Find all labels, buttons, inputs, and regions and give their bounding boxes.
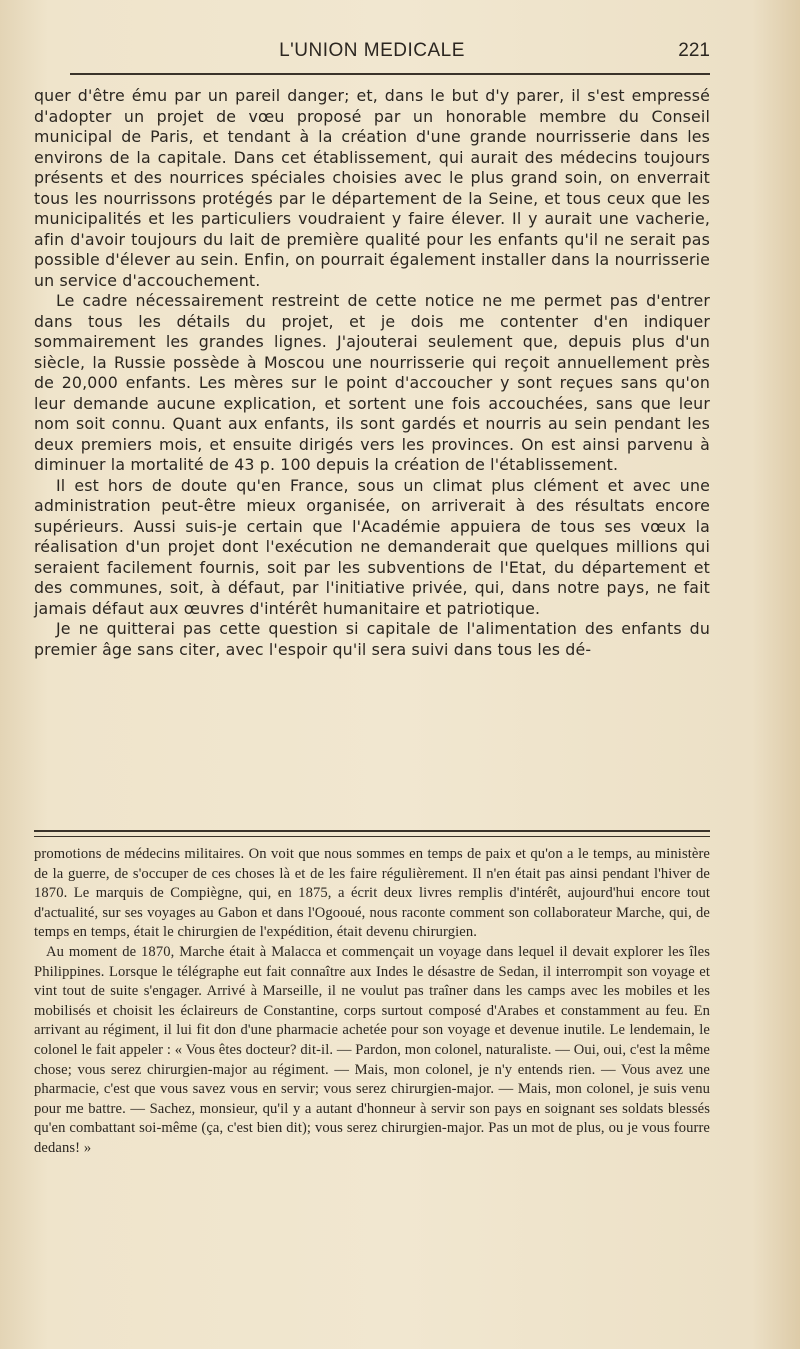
main-paragraph: Le cadre nécessairement restreint de cette notice ne me permet pas d'entrer dans tous les détails du projet, et je dois me contenter d'en indiquer sommairement les grandes lignes. J'ajouterai seulement que, depuis plus d'un siècle, la Russie possède à Moscou une nourrisserie qui reçoit annuellement près de 20,000 enfants. Les mères sur le point d'accoucher y sont reçues sans qu'on leur demande aucune explication, et sortent une fois accouchées, sans que leur nom soit connu. Quant aux enfants, ils sont gardés et nourris au sein pendant les deux premiers mois, et ensuite dirigés vers les provinces. On est ainsi parvenu à diminuer la mortalité de 43 p. 100 depuis la création de l'établissement. (34, 291, 710, 474)
main-text (34, 86, 710, 660)
page-header (34, 38, 710, 68)
main-paragraph: quer d'être ému par un pareil danger; et, dans le but d'y parer, il s'est empressé d'adopter un projet de vœu proposé par un honorable membre du Conseil municipal de Paris, et tendant à la création d'une grande nourrisserie dans les environs de la capitale. Dans cet établissement, qui aurait des médecins toujours présents et des nourrices spéciales choisies avec le plus grand soin, on enverrait tous les nourrissons protégés par le département de la Seine, et tous ceux que les municipalités et les particuliers voudraient y faire élever. Il y aurait une vacherie, afin d'avoir toujours du lait de première qualité pour les enfants qu'il ne serait pas possible d'élever au sein. Enfin, on pourrait également installer dans la nourrisserie un service d'accouchement. (34, 86, 710, 290)
running-title: L'UNION MEDICALE (279, 40, 465, 61)
footnote-paragraph: Au moment de 1870, Marche était à Malacca et commençait un voyage dans lequel il devait explorer les îles Philippines. Lorsque le télégraphe eut fait connaître aux Indes le désastre de Sedan, il interrompit son voyage et vint tout de suite s'engager. Arrivé à Marseille, il ne voulut pas traîner dans les camps avec les mobiles et les mobilisés et choisit les éclaireurs de Constantine, corps surtout composé d'Arabes et constamment au feu. En arrivant au régiment, il lui fit don d'une pharmacie achetée pour son voyage et devenue inutile. Le lendemain, le colonel le fait appeler : « Vous êtes docteur? dit-il. — Pardon, mon colonel, naturaliste. — Oui, oui, c'est la même chose; vous serez chirurgien-major au régiment. — Mais, mon colonel, je n'y entends rien. — Vous avez une pharmacie, c'est que vous savez vous en servir; vous serez chirurgien-major. — Mais, mon colonel, je suis venu pour me battre. — Sachez, monsieur, qu'il y a autant d'honneur à servir son pays en soignant ses soldats blessés qu'en combattant soi-même (ça, c'est bien dit); vous serez chirurgien-major. Pas un mot de plus, ou je vous fourre dedans! » (34, 943, 710, 1156)
page-number: 221 (678, 40, 710, 61)
footnote (34, 845, 710, 1159)
footnote-paragraph: promotions de médecins militaires. On voit que nous sommes en temps de paix et qu'on a le temps, au ministère de la guerre, de s'occuper de ces choses là et de les faire régulièrement. Il n'en était pas ainsi pendant l'hiver de 1870. Le marquis de Compiègne, qui, en 1875, a écrit deux livres remplis d'intérêt, aujourd'hui encore tout d'actualité, sur ses voyages au Gabon et dans l'Ogooué, nous raconte comment son collaborateur Marche, qui, de temps en temps, était le chirurgien de l'expédition, était devenu chirurgien. (34, 846, 710, 941)
main-paragraph: Je ne quitterai pas cette question si capitale de l'alimentation des enfants du premier âge sans citer, avec l'espoir qu'il sera suivi dans tous les dé- (34, 619, 710, 659)
header-rule (70, 73, 710, 75)
main-paragraph: Il est hors de doute qu'en France, sous un climat plus clément et avec une administration peut-être mieux organisée, on arriverait à des résultats encore supérieurs. Aussi suis-je certain que l'Académie appuiera de tous ses vœux la réalisation d'un projet dont l'exécution ne demanderait que quelques millions qui seraient facilement fournis, soit par les subventions de l'Etat, du département et des communes, soit, à défaut, par l'initiative privée, qui, dans notre pays, ne fait jamais défaut aux œuvres d'intérêt humanitaire et patriotique. (34, 475, 710, 618)
footnote-rule (34, 830, 710, 837)
